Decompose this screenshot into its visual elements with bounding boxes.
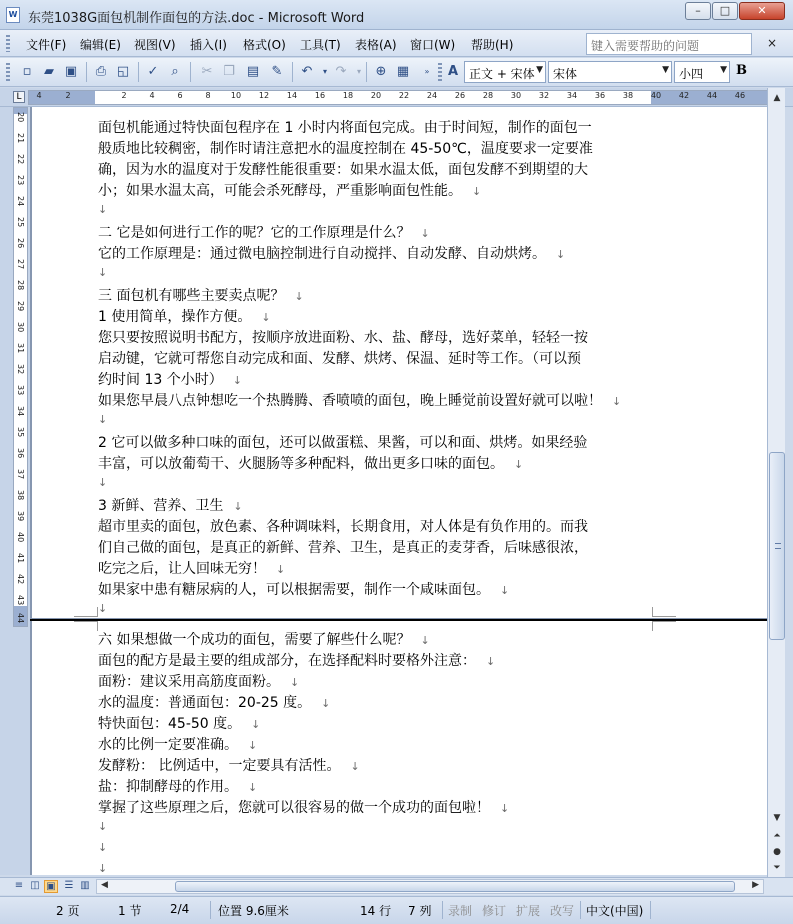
new-document-icon[interactable]: ▫ bbox=[22, 64, 32, 79]
status-separator bbox=[580, 901, 581, 919]
paragraph-mark-icon: ↓ bbox=[420, 227, 430, 240]
paragraph-mark-icon: ↓ bbox=[420, 634, 430, 647]
document-line[interactable] bbox=[98, 453, 523, 473]
style-combo[interactable] bbox=[464, 61, 546, 83]
document-line[interactable] bbox=[98, 264, 107, 280]
font-size-combo[interactable] bbox=[674, 61, 730, 83]
document-line[interactable] bbox=[98, 390, 621, 410]
document-line[interactable] bbox=[98, 579, 509, 599]
styles-icon[interactable]: A bbox=[447, 64, 459, 79]
ruler-number: 18 bbox=[342, 91, 354, 100]
vertical-ruler[interactable] bbox=[13, 107, 28, 627]
horizontal-ruler-area bbox=[0, 88, 793, 107]
close-window-button[interactable]: ✕ bbox=[739, 2, 785, 20]
document-line[interactable] bbox=[98, 201, 107, 217]
document-line[interactable] bbox=[98, 348, 591, 368]
paragraph-mark-icon: ↓ bbox=[98, 413, 108, 426]
menu-window[interactable]: 窗口(W) bbox=[410, 38, 456, 52]
menubar-grip[interactable] bbox=[6, 35, 10, 52]
status-extend[interactable]: 扩展 bbox=[516, 904, 541, 918]
ruler-number: 43 bbox=[16, 595, 25, 606]
ruler-number: 38 bbox=[622, 91, 634, 100]
document-line[interactable] bbox=[98, 776, 257, 796]
ruler-number: 33 bbox=[16, 385, 25, 396]
ruler-number: 34 bbox=[16, 406, 25, 417]
paragraph-mark-icon: ↓ bbox=[276, 563, 286, 576]
font-size-value: 小四 bbox=[679, 67, 704, 81]
save-icon[interactable]: ▣ bbox=[64, 64, 78, 79]
toolbar-grip[interactable] bbox=[6, 63, 10, 82]
maximize-button[interactable]: □ bbox=[712, 2, 738, 20]
tables-icon[interactable]: ▦ bbox=[396, 64, 410, 79]
ruler-number: 36 bbox=[16, 448, 25, 459]
document-line[interactable] bbox=[98, 734, 257, 754]
line-text: 面粉：建议采用高筋度面粉。 bbox=[98, 674, 280, 690]
research-icon[interactable]: ⌕ bbox=[171, 64, 179, 79]
paragraph-mark-icon: ↓ bbox=[233, 500, 243, 513]
document-line[interactable] bbox=[98, 797, 509, 817]
document-line[interactable] bbox=[98, 138, 603, 158]
paragraph-mark-icon: ↓ bbox=[98, 841, 108, 854]
horizontal-ruler[interactable] bbox=[28, 90, 768, 105]
ruler-number: 35 bbox=[16, 427, 25, 438]
document-line[interactable] bbox=[98, 180, 481, 200]
ruler-number: 21 bbox=[16, 133, 25, 144]
document-line[interactable] bbox=[98, 474, 107, 490]
paragraph-mark-icon: ↓ bbox=[350, 760, 360, 773]
ruler-number: 28 bbox=[16, 280, 25, 291]
ruler-number: 2 bbox=[121, 91, 127, 100]
document-line[interactable] bbox=[98, 243, 565, 263]
format-painter-icon[interactable]: ✎ bbox=[271, 64, 283, 79]
status-separator bbox=[650, 901, 651, 919]
ruler-number: 38 bbox=[16, 490, 25, 501]
paragraph-mark-icon: ↓ bbox=[248, 781, 258, 794]
paragraph-mark-icon: ↓ bbox=[98, 476, 108, 489]
status-line: 14 行 bbox=[360, 904, 392, 918]
status-bar bbox=[0, 896, 793, 924]
paragraph-mark-icon: ↓ bbox=[98, 266, 108, 279]
redo-dropdown-icon[interactable]: ▾ bbox=[356, 67, 361, 76]
toolbar-options-icon[interactable]: » bbox=[424, 67, 430, 76]
document-line[interactable] bbox=[98, 755, 360, 775]
ruler-number: 41 bbox=[16, 553, 25, 564]
margin-corner-mark bbox=[74, 607, 98, 617]
document-line[interactable] bbox=[98, 537, 598, 557]
undo-dropdown-icon[interactable]: ▾ bbox=[322, 67, 327, 76]
line-text: 它的工作原理是：通过微电脑控制进行自动搅拌、自动发酵、自动烘烤。 bbox=[98, 246, 546, 262]
document-line[interactable] bbox=[98, 516, 598, 536]
status-language: 中文(中国) bbox=[586, 904, 644, 918]
outline-view-icon[interactable]: ☰ bbox=[64, 880, 74, 891]
reading-layout-view-icon[interactable]: ▥ bbox=[80, 880, 90, 891]
minimize-button[interactable]: – bbox=[685, 2, 711, 20]
ruler-number: 31 bbox=[16, 343, 25, 354]
margin-corner-mark bbox=[74, 621, 98, 631]
paragraph-mark-icon: ↓ bbox=[294, 290, 304, 303]
margin-corner-mark bbox=[652, 621, 676, 631]
spelling-icon[interactable]: ✓ bbox=[147, 64, 159, 79]
line-text: 六 如果想做一个成功的面包，需要了解些什么呢？ bbox=[98, 632, 411, 648]
status-overtype[interactable]: 改写 bbox=[550, 904, 575, 918]
document-line[interactable] bbox=[98, 650, 495, 670]
print-icon[interactable]: ⎙ bbox=[95, 64, 107, 79]
redo-icon[interactable]: ↷ bbox=[335, 64, 347, 79]
paragraph-mark-icon: ↓ bbox=[98, 862, 108, 875]
line-text: 面包的配方是最主要的组成部分，在选择配料时要格外注意： bbox=[98, 653, 476, 669]
ruler-number: 46 bbox=[734, 91, 746, 100]
ruler-number: 8 bbox=[205, 91, 211, 100]
line-text: 如果您早晨八点钟想吃一个热腾腾、香喷喷的面包，晚上睡觉前设置好就可以啦！ bbox=[98, 393, 602, 409]
hyperlink-icon[interactable]: ⊕ bbox=[375, 64, 387, 79]
line-text: 超市里卖的面包，放色素、各种调味料，长期食用，对人体是有负作用的。而我 bbox=[98, 519, 588, 535]
menu-table[interactable]: 表格(A) bbox=[355, 38, 397, 52]
document-line[interactable] bbox=[98, 411, 107, 427]
line-text: 二 它是如何进行工作的呢？它的工作原理是什么？ bbox=[98, 225, 411, 241]
line-text: 特快面包：45-50 度。 bbox=[98, 716, 242, 732]
document-line[interactable] bbox=[98, 495, 243, 515]
margin-corner-mark bbox=[652, 607, 676, 617]
ruler-number: 12 bbox=[258, 91, 270, 100]
ruler-number: 26 bbox=[454, 91, 466, 100]
line-text: 2 它可以做多种口味的面包，还可以做蛋糕、果酱，可以和面、烘烤。如果经验 bbox=[98, 435, 588, 451]
status-record[interactable]: 录制 bbox=[448, 904, 473, 918]
toolbar-separator bbox=[190, 62, 191, 82]
ruler-number: 10 bbox=[230, 91, 242, 100]
paragraph-mark-icon: ↓ bbox=[261, 311, 271, 324]
toolbar-separator bbox=[292, 62, 293, 82]
ruler-number: 6 bbox=[177, 91, 183, 100]
help-search-input[interactable]: 键入需要帮助的问题 bbox=[586, 33, 752, 55]
cut-icon[interactable]: ✂ bbox=[201, 64, 213, 79]
line-text: 面包机能通过特快面包程序在 1 小时内将面包完成。由于时间短，制作的面包一 bbox=[98, 120, 592, 136]
line-text: 约时间 13 个小时） bbox=[98, 372, 223, 388]
ruler-number: 28 bbox=[482, 91, 494, 100]
line-text: 启动键，它就可帮您自动完成和面、发酵、烘烤、保温、延时等工作。（可以预 bbox=[98, 351, 581, 367]
word-app-icon[interactable]: W bbox=[6, 7, 20, 23]
ruler-number: 40 bbox=[650, 91, 662, 100]
line-text: 盐：抑制酵母的作用。 bbox=[98, 779, 238, 795]
paragraph-mark-icon: ↓ bbox=[486, 655, 496, 668]
document-line[interactable] bbox=[98, 306, 271, 326]
paragraph-mark-icon: ↓ bbox=[98, 602, 108, 615]
print-preview-icon[interactable]: ◱ bbox=[116, 64, 130, 79]
ruler-number: 42 bbox=[16, 574, 25, 585]
vertical-scroll-thumb[interactable] bbox=[769, 452, 785, 640]
paragraph-mark-icon: ↓ bbox=[556, 248, 566, 261]
document-line[interactable] bbox=[98, 222, 430, 242]
print-layout-view-icon[interactable]: ▣ bbox=[44, 880, 58, 893]
document-line[interactable] bbox=[98, 369, 242, 389]
tab-selector[interactable]: L bbox=[13, 91, 25, 103]
next-page-icon[interactable]: ⏷ bbox=[773, 863, 781, 873]
chevron-down-icon[interactable]: ▼ bbox=[720, 65, 727, 75]
line-text: 吃完之后，让人回味无穷！ bbox=[98, 561, 266, 577]
document-line[interactable] bbox=[98, 432, 597, 452]
menu-insert[interactable]: 插入(I) bbox=[190, 38, 227, 52]
line-text: 如果家中患有糖尿病的人，可以根据需要，制作一个咸味面包。 bbox=[98, 582, 490, 598]
ruler-number: 14 bbox=[286, 91, 298, 100]
toolbar-separator bbox=[138, 62, 139, 82]
ruler-number: 42 bbox=[678, 91, 690, 100]
paragraph-mark-icon: ↓ bbox=[98, 203, 108, 216]
paragraph-mark-icon: ↓ bbox=[290, 676, 300, 689]
status-track-changes[interactable]: 修订 bbox=[482, 904, 507, 918]
scroll-down-icon[interactable]: ▼ bbox=[773, 813, 781, 823]
status-separator bbox=[442, 901, 443, 919]
menu-edit[interactable]: 编辑(E) bbox=[80, 38, 121, 52]
ruler-number: 29 bbox=[16, 301, 25, 312]
open-folder-icon[interactable]: ▰ bbox=[44, 64, 54, 79]
line-text: 丰富，可以放葡萄干、火腿肠等多种配料，做出更多口味的面包。 bbox=[98, 456, 504, 472]
document-line[interactable] bbox=[98, 629, 430, 649]
line-text: 水的比例一定要准确。 bbox=[98, 737, 238, 753]
bold-button[interactable]: B bbox=[736, 63, 747, 78]
ruler-number: 34 bbox=[566, 91, 578, 100]
document-line[interactable] bbox=[98, 671, 299, 691]
document-line[interactable] bbox=[98, 558, 285, 578]
scroll-left-icon[interactable]: ◀ bbox=[101, 880, 108, 890]
horizontal-scroll-thumb[interactable] bbox=[175, 881, 735, 892]
line-text: 般质地比较稠密，制作时请注意把水的温度控制在 45-50℃，温度要求一定要准 bbox=[98, 141, 593, 157]
document-line[interactable] bbox=[98, 818, 107, 834]
ruler-number: 44 bbox=[16, 613, 25, 624]
ruler-number: 2 bbox=[65, 91, 71, 100]
ruler-number: 36 bbox=[594, 91, 606, 100]
toolbar-grip-format[interactable] bbox=[438, 63, 442, 82]
ruler-number: 4 bbox=[149, 91, 155, 100]
paragraph-mark-icon: ↓ bbox=[232, 374, 242, 387]
paragraph-mark-icon: ↓ bbox=[321, 697, 331, 710]
menu-view[interactable]: 视图(V) bbox=[134, 38, 176, 52]
font-value: 宋体 bbox=[553, 67, 578, 81]
close-document-icon[interactable]: × bbox=[767, 36, 778, 50]
chevron-down-icon[interactable]: ▼ bbox=[536, 65, 543, 75]
status-column: 7 列 bbox=[408, 904, 432, 918]
horizontal-scrollbar[interactable] bbox=[96, 879, 764, 894]
document-line[interactable] bbox=[98, 159, 598, 179]
ruler-number: 4 bbox=[36, 91, 42, 100]
ruler-number: 32 bbox=[16, 364, 25, 375]
ruler-number: 39 bbox=[16, 511, 25, 522]
paragraph-mark-icon: ↓ bbox=[98, 820, 108, 833]
ruler-number: 22 bbox=[16, 154, 25, 165]
window-title: 东莞1038G面包机制作面包的方法.doc - Microsoft Word bbox=[28, 11, 365, 26]
paragraph-mark-icon: ↓ bbox=[251, 718, 261, 731]
style-value: 正文 + 宋体 bbox=[469, 67, 535, 81]
paragraph-mark-icon: ↓ bbox=[612, 395, 622, 408]
ruler-number: 44 bbox=[706, 91, 718, 100]
ruler-number: 22 bbox=[398, 91, 410, 100]
menu-file[interactable]: 文件(F) bbox=[26, 38, 67, 52]
previous-page-icon[interactable]: ⏶ bbox=[773, 831, 781, 841]
undo-icon[interactable]: ↶ bbox=[301, 64, 313, 79]
ruler-number: 30 bbox=[16, 322, 25, 333]
copy-icon[interactable]: ❐ bbox=[223, 64, 235, 79]
status-page: 2 页 bbox=[56, 904, 80, 918]
title-bar bbox=[0, 0, 793, 30]
document-line[interactable] bbox=[98, 860, 107, 875]
paragraph-mark-icon: ↓ bbox=[500, 584, 510, 597]
ruler-number: 32 bbox=[538, 91, 550, 100]
browse-object-icon[interactable]: ● bbox=[773, 847, 781, 857]
chevron-down-icon[interactable]: ▼ bbox=[662, 65, 669, 75]
document-line[interactable] bbox=[98, 285, 304, 305]
scroll-grip bbox=[775, 543, 781, 549]
scroll-up-icon[interactable]: ▲ bbox=[773, 93, 781, 103]
ruler-number: 25 bbox=[16, 217, 25, 228]
line-text: 1 使用简单，操作方便。 bbox=[98, 309, 252, 325]
scroll-right-icon[interactable]: ▶ bbox=[752, 880, 759, 890]
document-page-2[interactable] bbox=[32, 621, 767, 875]
status-section: 1 节 bbox=[118, 904, 142, 918]
ruler-number: 27 bbox=[16, 259, 25, 270]
document-line[interactable] bbox=[98, 713, 260, 733]
menu-help[interactable]: 帮助(H) bbox=[471, 38, 514, 52]
document-line[interactable] bbox=[98, 600, 107, 616]
paragraph-mark-icon: ↓ bbox=[472, 185, 482, 198]
ruler-number: 23 bbox=[16, 175, 25, 186]
paragraph-mark-icon: ↓ bbox=[514, 458, 524, 471]
menu-tools[interactable]: 工具(T) bbox=[300, 38, 341, 52]
line-text: 们自己做的面包，是真正的新鲜、营养、卫生，是真正的麦芽香，后味感很浓， bbox=[98, 540, 588, 556]
menu-format[interactable]: 格式(O) bbox=[243, 38, 286, 52]
line-text: 水的温度：普通面包：20-25 度。 bbox=[98, 695, 312, 711]
line-text: 3 新鲜、营养、卫生 bbox=[98, 498, 224, 514]
document-page-1[interactable] bbox=[32, 107, 767, 618]
web-layout-view-icon[interactable]: ◫ bbox=[30, 880, 40, 891]
toolbar-separator bbox=[366, 62, 367, 82]
paste-icon[interactable]: ▤ bbox=[246, 64, 260, 79]
ruler-number: 30 bbox=[510, 91, 522, 100]
document-line[interactable] bbox=[98, 692, 330, 712]
line-text: 小；如果水温太高，可能会杀死酵母，严重影响面包性能。 bbox=[98, 183, 462, 199]
ruler-number: 40 bbox=[16, 532, 25, 543]
status-page-of: 2/4 bbox=[170, 902, 190, 916]
normal-view-icon[interactable]: ≡ bbox=[14, 880, 24, 891]
document-line[interactable] bbox=[98, 327, 598, 347]
ruler-number: 24 bbox=[16, 196, 25, 207]
font-combo[interactable] bbox=[548, 61, 672, 83]
status-separator bbox=[210, 901, 211, 919]
ruler-number: 26 bbox=[16, 238, 25, 249]
vertical-ruler-area bbox=[0, 107, 30, 875]
ruler-number: 20 bbox=[370, 91, 382, 100]
paragraph-mark-icon: ↓ bbox=[500, 802, 510, 815]
toolbar-separator bbox=[86, 62, 87, 82]
paragraph-mark-icon: ↓ bbox=[248, 739, 258, 752]
line-text: 确，因为水的温度对于发酵性能很重要：如果水温太低，面包发酵不到期望的大 bbox=[98, 162, 588, 178]
vertical-scrollbar[interactable] bbox=[767, 88, 785, 877]
document-line[interactable] bbox=[98, 839, 107, 855]
ruler-number: 20 bbox=[16, 112, 25, 123]
document-line[interactable] bbox=[98, 117, 602, 137]
document-area[interactable] bbox=[30, 107, 767, 875]
ruler-number: 37 bbox=[16, 469, 25, 480]
ruler-number: 24 bbox=[426, 91, 438, 100]
line-text: 三 面包机有哪些主要卖点呢？ bbox=[98, 288, 285, 304]
line-text: 发酵粉： 比例适中，一定要具有活性。 bbox=[98, 758, 341, 774]
status-position: 位置 9.6厘米 bbox=[218, 904, 289, 918]
line-text: 您只要按照说明书配方，按顺序放进面粉、水、盐、酵母，选好菜单，轻轻一按 bbox=[98, 330, 588, 346]
ruler-number: 16 bbox=[314, 91, 326, 100]
line-text: 掌握了这些原理之后，您就可以很容易的做一个成功的面包啦！ bbox=[98, 800, 490, 816]
